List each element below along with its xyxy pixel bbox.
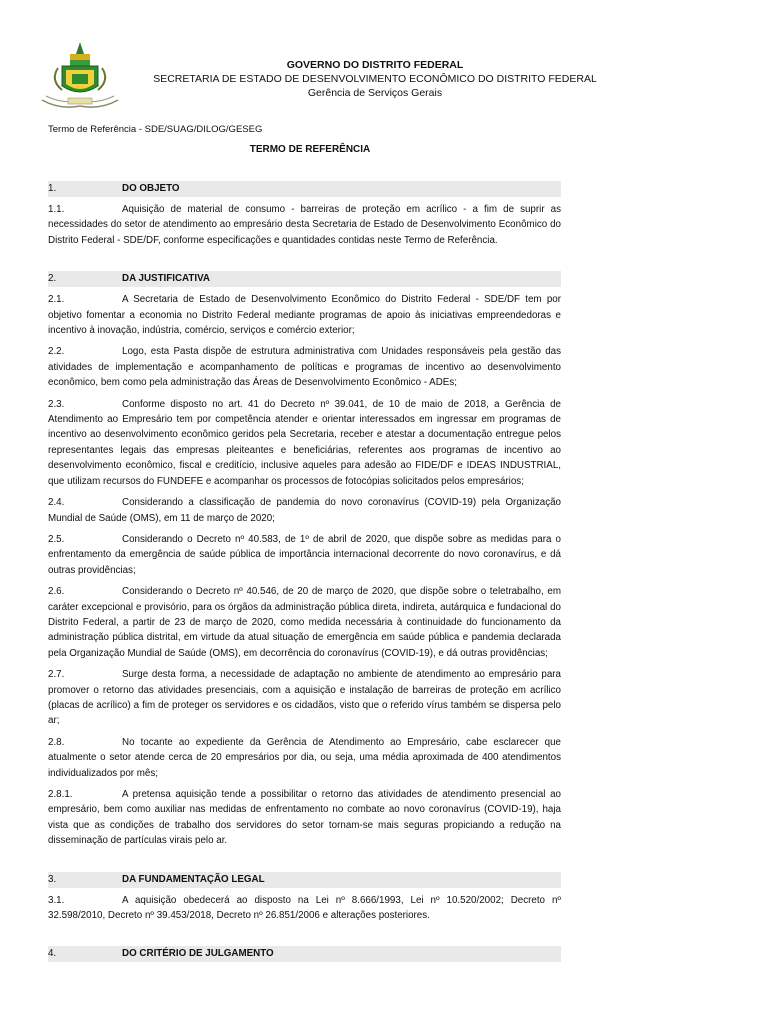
reference-line: Termo de Referência - SDE/SUAG/DILOG/GESEG — [48, 124, 263, 135]
paragraph-number: 2.7. — [48, 669, 65, 681]
paragraph — [48, 495, 561, 526]
paragraph-number: 2.3. — [48, 398, 65, 410]
section-title: DA JUSTIFICATIVA — [122, 273, 210, 285]
paragraph — [48, 202, 561, 248]
paragraph-number: 1.1. — [48, 204, 65, 215]
paragraph-number: 2.6. — [48, 586, 65, 598]
section-title: DO OBJETO — [122, 183, 180, 194]
section-number: 1. — [48, 183, 57, 194]
paragraph-text: Considerando o Decreto nº 40.546, de 20 de março de 2020, que dispõe sobre o teletrabalho, em caráter excepcional e provisório, para os órgãos da administração pública direta, indireta, autárquica e fundacional do Distrito Federal, a partir de 23 de março de 2020, como medida necessária à continuidade do funcionamento da administração pública distrital, em virtude da atual situação de emergência em saúde pública e pandemia declarada pela Organização Mundial de Saúde (OMS), em decorrência do coronavírus (COVID-19), e dá outras providências; — [48, 586, 561, 659]
document-title: TERMO DE REFERÊNCIA — [249, 144, 371, 155]
paragraph — [48, 735, 561, 781]
section-heading — [48, 271, 561, 287]
paragraph-number: 2.4. — [48, 497, 65, 509]
paragraph — [48, 584, 561, 661]
paragraph-text: Surge desta forma, a necessidade de adaptação no ambiente de atendimento ao empresário para promover o retorno das atividades presenciais, com a aquisição e instalação de barreiras de proteção em acrílico (placas de acrílico) a fim de proteger os servidores e os cidadãos, visto que o referido vírus também se dispersa pelo ar; — [48, 669, 561, 727]
paragraph — [48, 532, 561, 578]
department-name: Gerência de Serviços Gerais — [307, 87, 443, 99]
paragraph — [48, 292, 561, 338]
paragraph-text: A pretensa aquisição tende a possibilitar o retorno das atividades de atendimento presencial ao empresário, bem como auxiliar nas medidas de enfrentamento no combate ao novo coronavírus (COVID-19), haja vista que as condições de trabalho dos servidores do setor tornam-se mais seguras propiciando a redução na disseminação de partículas virais pelo ar. — [48, 789, 561, 847]
government-name: GOVERNO DO DISTRITO FEDERAL — [286, 59, 464, 71]
paragraph-text: A aquisição obedecerá ao disposto na Lei nº 8.666/1993, Lei nº 10.520/2002; Decreto nº 32.598/2010, Decreto nº 39.453/2018, Decreto nº 26.851/2006 e alterações posteriores. — [48, 894, 561, 922]
paragraph — [48, 344, 561, 390]
secretariat-name: SECRETARIA DE ESTADO DE DESENVOLVIMENTO ECONÔMICO DO DISTRITO FEDERAL — [153, 73, 597, 85]
paragraph — [48, 787, 561, 849]
paragraph-number: 2.1. — [48, 294, 65, 306]
section-heading — [48, 946, 561, 962]
paragraph-text: Conforme disposto no art. 41 do Decreto nº 39.041, de 10 de maio de 2018, a Gerência de Atendimento ao Empresário tem por competência atender e orientar interessados em ingressar em programas de incentivo ao desenvolvimento econômico geridos pela Secretaria, receber e atestar a documentação entregue pelos representantes legais das empresas pleiteantes e beneficiárias, referentes aos programas de incentivo ao desenvolvimento econômico, fiscal e creditício, inclusive aqueles para adesão ao FIDE/DF e IDEAS INDUSTRIAL, que utilizam recursos do FUNDEFE e acompanhar os processos de fotocópias solicitados pelos empresários; — [48, 398, 561, 487]
paragraph-number: 2.8. — [48, 736, 65, 748]
paragraph — [48, 893, 561, 924]
section-heading — [48, 872, 561, 888]
section-title: DA FUNDAMENTAÇÃO LEGAL — [122, 873, 265, 885]
paragraph — [48, 397, 561, 489]
paragraph-text: Considerando a classificação de pandemia do novo coronavírus (COVID-19) pela Organização Mundial de Saúde (OMS), em 11 de março de 2020; — [48, 497, 561, 524]
paragraph-number: 2.8.1. — [48, 789, 73, 800]
section-number: 4. — [48, 948, 57, 960]
paragraph-number: 2.5. — [48, 533, 65, 545]
section-title: DO CRITÉRIO DE JULGAMENTO — [122, 948, 274, 960]
paragraph-text: A Secretaria de Estado de Desenvolvimento Econômico do Distrito Federal - SDE/DF tem por objetivo fomentar a economia no Distrito Federal mediante programas de apoio às iniciativas empreendedoras e incentivo à inovação, indústria, comércio, serviços e comércio exterior; — [48, 294, 561, 337]
paragraph-number: 3.1. — [48, 894, 65, 906]
document-header — [130, 58, 620, 100]
paragraph-number: 2.2. — [48, 346, 65, 358]
section-number: 2. — [48, 273, 57, 285]
paragraph-text: Aquisição de material de consumo - barreiras de proteção em acrílico - a fim de suprir as necessidades do setor de atendimento ao empresário desta Secretaria de Estado de Desenvolvimento Econômico do Distrito Federal - SDE/DF, conforme especificações e quantidades contidas neste Termo de Referência. — [48, 204, 561, 246]
document-body — [48, 181, 561, 962]
section-number: 3. — [48, 873, 57, 885]
section-heading — [48, 181, 561, 197]
paragraph-text: No tocante ao expediente da Gerência de Atendimento ao Empresário, cabe esclarecer que atualmente o setor atende cerca de 20 empresários por dia, ou seja, uma média aproximada de 400 atendimentos individualizados por mês; — [48, 736, 561, 779]
gdf-coat-of-arms-logo — [40, 40, 120, 112]
paragraph-text: Logo, esta Pasta dispõe de estrutura administrativa com Unidades responsáveis pela gestão das atividades de implementação e acompanhamento de políticas e programas de incentivo ao desenvolvimento econômico, bem como pela administração das Áreas de Desenvolvimento Econômico - ADEs; — [48, 346, 561, 389]
paragraph — [48, 667, 561, 729]
paragraph-text: Considerando o Decreto nº 40.583, de 1º de abril de 2020, que dispõe sobre as medidas para o enfrentamento da emergência de saúde pública de importância internacional decorrente do novo coronavírus, e dá outras providências; — [48, 533, 561, 576]
